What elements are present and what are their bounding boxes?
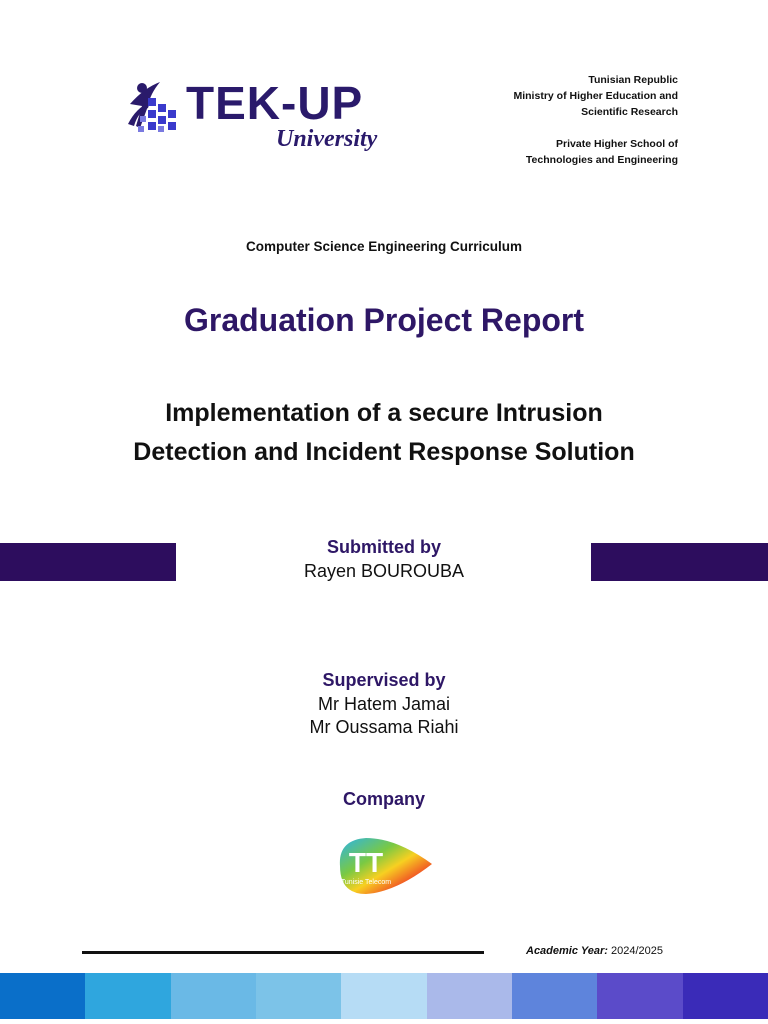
curriculum-label: Computer Science Engineering Curriculum: [245, 239, 523, 254]
academic-year: [526, 945, 663, 957]
color-stripe: [171, 973, 256, 1019]
supervisor-name: Mr Hatem Jamai: [317, 694, 451, 714]
color-stripe-footer: [0, 973, 768, 1019]
tt-logo-letters: TT: [348, 847, 384, 878]
submitted-by-heading: Submitted by: [326, 537, 441, 557]
color-stripe: [0, 973, 85, 1019]
institution-line: Tunisian Republic: [588, 74, 678, 86]
tt-logo-caption: Tunisie Telecom: [340, 879, 392, 886]
subtitle-line: Implementation of a secure Intrusion: [165, 399, 603, 427]
color-stripe: [597, 973, 682, 1019]
company-heading: Company: [342, 789, 425, 809]
color-stripe: [427, 973, 512, 1019]
supervisor-name: Mr Oussama Riahi: [309, 717, 459, 737]
color-stripe: [85, 973, 170, 1019]
color-stripe: [256, 973, 341, 1019]
horizontal-rule: [82, 951, 484, 954]
university-name: TEK-UP: [186, 77, 364, 129]
subtitle-line: Detection and Incident Response Solution: [133, 438, 635, 466]
institution-block: [513, 72, 678, 168]
page-title: Graduation Project Report: [183, 302, 585, 338]
institution-line: Private Higher School of: [556, 138, 678, 150]
project-subtitle: [60, 394, 708, 472]
supervised-by-heading: Supervised by: [322, 670, 446, 690]
university-subname: University: [276, 126, 378, 152]
tunisie-telecom-logo-icon: [332, 832, 436, 900]
institution-line: Scientific Research: [581, 106, 678, 118]
academic-year-value: 2024/2025: [611, 945, 663, 957]
institution-line: Ministry of Higher Education and: [513, 90, 678, 102]
color-stripe: [683, 973, 768, 1019]
institution-line: Technologies and Engineering: [525, 154, 678, 166]
color-stripe: [512, 973, 597, 1019]
color-stripe: [341, 973, 426, 1019]
academic-year-label: Academic Year:: [526, 945, 608, 957]
submitter-name: Rayen BOUROUBA: [303, 561, 465, 581]
